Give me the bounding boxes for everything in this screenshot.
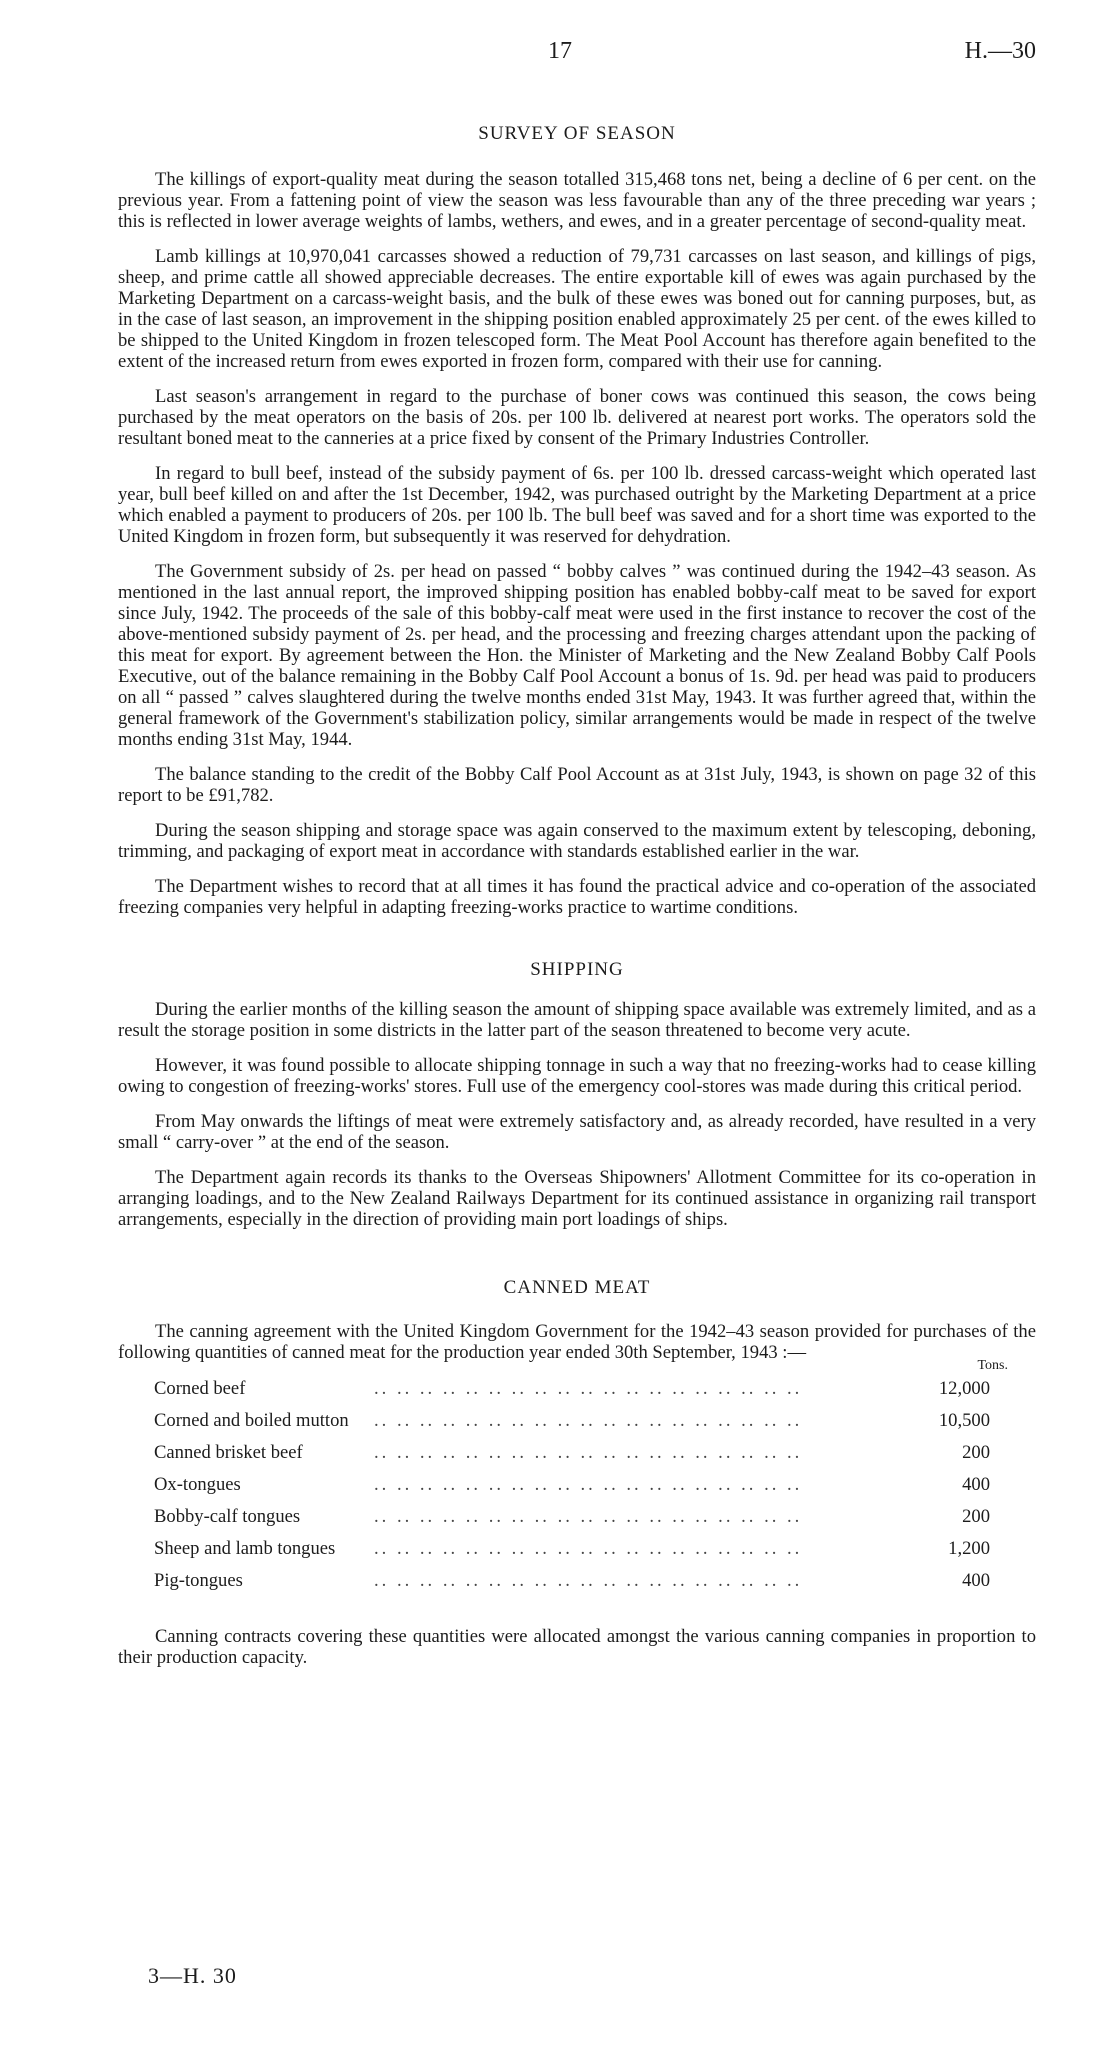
section-title: SHIPPING [530, 959, 624, 980]
paragraph: The Government subsidy of 2s. per head on passed “ bobby calves ” was continued during the 1942–43 season. As mentioned in the last annual report, the improved shipping position has enabled bobby-calf meat to be saved for export since July, 1942. The proceeds of the sale of this bobby-calf meat were used in the first instance to recover the cost of the above-mentioned subsidy payment of 2s. per head, and the processing and freezing charges attendant upon the packing of this meat for export. By agreement between the Hon. the Minister of Marketing and the New Zealand Bobby Calf Pools Executive, out of the balance remaining in the Bobby Calf Pool Account a bonus of 1s. 9d. per head was paid to producers on all “ passed ” calves slaughtered during the twelve months ended 31st May, 1943. It was further agreed that, within the general framework of the Government's stabilization policy, similar arrangements would be made in respect of the twelve months ending 31st May, 1944. [118, 561, 1036, 750]
item-name: Sheep and lamb tongues [154, 1538, 336, 1559]
paragraph: The killings of export-quality meat during the season totalled 315,468 tons net, being a decline of 6 per cent. on the previous year. From a fattening point of view the season was less favourable than any of the three preceding war years ; this is reflected in lower average weights of lambs, wethers, and ewes, and in a greater percentage of second-quality meat. [118, 169, 1036, 232]
dot-leaders: .. .. .. .. .. .. .. .. .. .. .. .. .. .. .. .. .. .. .. [374, 1506, 803, 1527]
survey-section [118, 123, 1036, 918]
section-title: SURVEY OF SEASON [478, 123, 676, 144]
item-quantity: 1,200 [948, 1538, 990, 1559]
table-row [154, 1474, 990, 1506]
dot-leaders: .. .. .. .. .. .. .. .. .. .. .. .. .. .. .. .. .. .. .. [374, 1378, 803, 1399]
paragraph: The Department wishes to record that at all times it has found the practical advice and co-operation of the associated freezing companies very helpful in adapting freezing-works practice to wartime conditions. [118, 876, 1036, 918]
table-row [154, 1442, 990, 1474]
item-quantity: 200 [962, 1506, 990, 1527]
dot-leaders: .. .. .. .. .. .. .. .. .. .. .. .. .. .. .. .. .. .. .. [374, 1474, 803, 1495]
item-name: Bobby-calf tongues [154, 1506, 301, 1527]
dot-leaders: .. .. .. .. .. .. .. .. .. .. .. .. .. .. .. .. .. .. .. [374, 1442, 803, 1463]
table-row [154, 1378, 990, 1410]
canned-meat-table [154, 1378, 990, 1602]
paragraph: Lamb killings at 10,970,041 carcasses showed a reduction of 79,731 carcasses on last season, and killings of pigs, sheep, and prime cattle all showed appreciable decreases. The entire exportable kill of ewes was again purchased by the Marketing Department on a carcass-weight basis, and the bulk of these ewes was boned out for canning purposes, but, as in the case of last season, an improvement in the shipping position enabled approximately 25 per cent. of the ewes killed to be shipped to the United Kingdom in frozen telescoped form. The Meat Pool Account has therefore again benefited to the extent of the increased return from ewes exported in frozen form, compared with their use for canning. [118, 246, 1036, 372]
paragraph: The Department again records its thanks to the Overseas Shipowners' Allotment Committee for its co-operation in arranging loadings, and to the New Zealand Railways Department for its continued assistance in organizing rail transport arrangements, especially in the direction of providing main port loadings of ships. [118, 1167, 1036, 1230]
item-name: Pig-tongues [154, 1570, 243, 1591]
table-row [154, 1570, 990, 1602]
section-title: CANNED MEAT [503, 1277, 651, 1298]
paragraph: However, it was found possible to allocate shipping tonnage in such a way that no freezing-works had to cease killing owing to congestion of freezing-works' stores. Full use of the emergency cool-stores was made during this critical period. [118, 1055, 1036, 1097]
paragraph: During the season shipping and storage space was again conserved to the maximum extent by telescoping, deboning, trimming, and packaging of export meat in accordance with standards established earlier in the war. [118, 820, 1036, 862]
shipping-section [118, 959, 1036, 1230]
table-row [154, 1506, 990, 1538]
paragraph: The balance standing to the credit of the Bobby Calf Pool Account as at 31st July, 1943, is shown on page 32 of this report to be £91,782. [118, 764, 1036, 806]
page-signature: 3—H. 30 [148, 1963, 237, 1988]
item-quantity: 12,000 [938, 1378, 990, 1399]
paragraph: During the earlier months of the killing season the amount of shipping space available was extremely limited, and as a result the storage position in some districts in the latter part of the season threatened to become very acute. [118, 999, 1036, 1041]
dot-leaders: .. .. .. .. .. .. .. .. .. .. .. .. .. .. .. .. .. .. .. [374, 1570, 803, 1591]
page-header [118, 38, 1036, 68]
item-name: Ox-tongues [154, 1474, 241, 1495]
paragraph: Canning contracts covering these quantities were allocated amongst the various canning companies in proportion to their production capacity. [118, 1626, 1036, 1668]
canned-meat-section [118, 1277, 1036, 1668]
document-page [118, 38, 1036, 1668]
item-name: Corned beef [154, 1378, 246, 1399]
table-row [154, 1410, 990, 1442]
dot-leaders: .. .. .. .. .. .. .. .. .. .. .. .. .. .. .. .. .. .. .. [374, 1410, 803, 1431]
dot-leaders: .. .. .. .. .. .. .. .. .. .. .. .. .. .. .. .. .. .. .. [374, 1538, 803, 1559]
page-number: 17 [548, 38, 572, 64]
table-row [154, 1538, 990, 1570]
item-quantity: 400 [962, 1570, 990, 1591]
item-quantity: 200 [962, 1442, 990, 1463]
item-quantity: 10,500 [938, 1410, 990, 1431]
paragraph: In regard to bull beef, instead of the subsidy payment of 6s. per 100 lb. dressed carcass-weight which operated last year, bull beef killed on and after the 1st December, 1942, was purchased outright by the Marketing Department at a price which enabled a payment to producers of 20s. per 100 lb. The bull beef was saved and for a short time was exported to the United Kingdom in frozen form, but subsequently it was reserved for dehydration. [118, 463, 1036, 547]
item-name: Canned brisket beef [154, 1442, 303, 1463]
paragraph: From May onwards the liftings of meat were extremely satisfactory and, as already recorded, have resulted in a very small “ carry-over ” at the end of the season. [118, 1111, 1036, 1153]
unit-column-header: Tons. [977, 1358, 1008, 1373]
document-reference: H.—30 [964, 38, 1036, 64]
item-quantity: 400 [962, 1474, 990, 1495]
paragraph: Last season's arrangement in regard to the purchase of boner cows was continued this season, the cows being purchased by the meat operators on the basis of 20s. per 100 lb. delivered at nearest port works. The operators sold the resultant boned meat to the canneries at a price fixed by consent of the Primary Industries Controller. [118, 386, 1036, 449]
paragraph: The canning agreement with the United Kingdom Government for the 1942–43 season provided for purchases of the following quantities of canned meat for the production year ended 30th September, 1943 :— [118, 1321, 1036, 1363]
item-name: Corned and boiled mutton [154, 1410, 349, 1431]
